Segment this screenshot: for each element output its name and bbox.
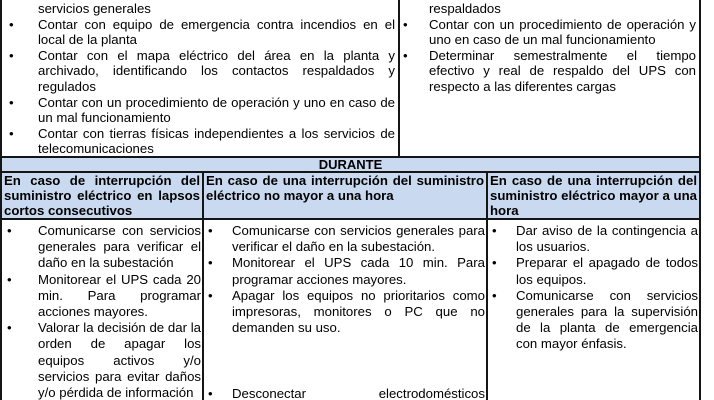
durante-body-row [2,220,699,400]
bullet-item: • Monitorear el UPS cada 10 min. Para programar acciones mayores. [204,255,486,287]
durante-banner: DURANTE [2,156,699,173]
column-headers-row [2,173,699,220]
bullet-item: • Contar con tierras físicas independientes a los servicios de telecomunicaciones [2,126,396,156]
cell-outage-over-one-hour [488,220,699,400]
bullet-item: • Comunicarse con servicios generales para verificar el daño en la subestación [2,223,202,272]
cell-antes-right [400,0,699,156]
bullet-item: • Dar aviso de la contingencia a los usuarios. [488,223,699,255]
bullet-item: • Valorar la decisión de dar la orden de apagar los equipos activos y/o servicios para evitar daños y/o pérdida de información [2,320,202,400]
bullet-item: • Contar con el mapa eléctrico del área en la planta y archivado, identificando los contactos respaldados y regulados [2,48,396,95]
bullet-item: • Monitorear el UPS cada 20 min. Para programar acciones mayores. [2,272,202,321]
cell-outage-under-one-hour [204,220,488,400]
header-short-consecutive-outages: En caso de interrupción del suministro eléctrico en lapsos cortos consecutivos [2,173,204,218]
bullet-item: • Contar con un procedimiento de operación y uno en caso de un mal funcionamiento [400,17,697,48]
bullet-item: • Contar con un procedimiento de operación y uno en caso de un mal funcionamiento [2,95,396,126]
bullet-item: • Preparar el apagado de todos los equipos. [488,255,699,287]
cell-short-consecutive-outages [2,220,204,400]
header-outage-over-one-hour: En caso de una interrupción del suministro eléctrico mayor a una hora [490,173,697,218]
bullet-item: • Apagar los equipos no prioritarios como impresoras, monitores o PC que no demanden su uso. [204,288,486,337]
continuation-line: respaldados [429,1,501,16]
bullet-item: • Comunicarse con servicios generales para verificar el daño en la subestación. [204,223,486,255]
continuation-line: servicios generales [38,1,151,16]
cell-antes-left [2,0,400,156]
bullet-item: • Determinar semestralmente el tiempo efectivo y real de respaldo del UPS con respecto a las diferentes cargas [400,48,697,95]
bullet-item: • Contar con equipo de emergencia contra incendios en el local de la planta [2,17,396,48]
bullet-item: • Desconectar electrodomésticos [204,386,486,400]
header-outage-under-one-hour: En caso de una interrupción del suministro eléctrico no mayor a una hora [204,173,488,218]
antes-continuation-row [2,0,699,156]
bullet-item: • Comunicarse con servicios generales para la supervisión de la planta de emergencia con mayor énfasis. [488,288,699,353]
